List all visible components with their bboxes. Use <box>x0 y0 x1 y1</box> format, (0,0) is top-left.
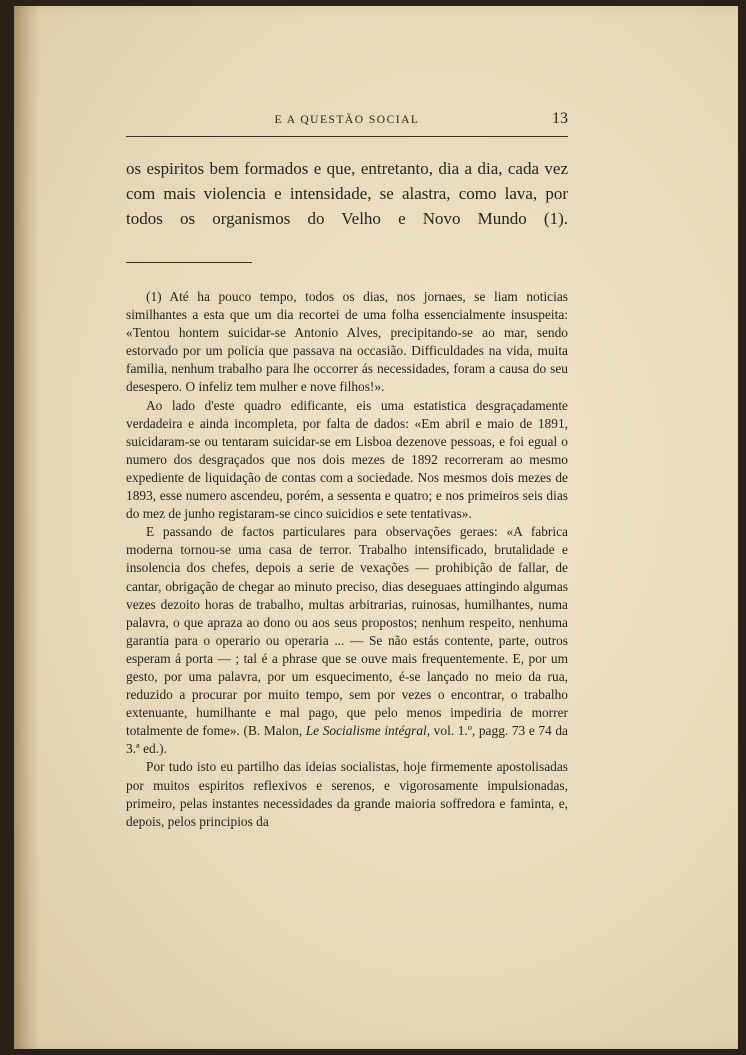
page-number: 13 <box>552 110 568 127</box>
footnote-paragraph-3-citation-tail: vol. 1.º, pagg. 73 e 74 da 3.ª ed.). <box>126 723 568 757</box>
book-title-citation: Le Socialisme intégral, <box>305 723 431 739</box>
body-paragraph: os espiritos bem formados e que, entretanto, dia a dia, cada vez com mais violencia e intensidade, se alastra, como lava, por todos os organismos do Velho e Novo Mundo (1). <box>126 159 568 228</box>
footnote-paragraph-2: Ao lado d'este quadro edificante, eis uma estatistica desgraçadamente verdadeira e ainda incompleta, por falta de dados: «Em abril e maio de 1891, suicidaram-se ou tentaram suicidar-se em Lisboa dezenove pessoas, e foi egual o numero dos desgraçados que nos dois mezes de 1892 recorreram ao mesmo expediente de liquidação de contas com a sociedade. Nos mesmos dois mezes de 1893, esse numero ascendeu, porém, a sessenta e quatro; e nos primeiros seis dias do mez de junho registaram-se cinco suicidios e sete tentativas». <box>126 397 568 522</box>
page-gutter-shadow <box>14 6 40 1049</box>
page-header <box>126 110 568 137</box>
footnote-block <box>126 288 568 831</box>
footnote-paragraph-4: Por tudo isto eu partilho das ideias socialistas, hoje firmemente apostolisadas por muitos espiritos reflexivos e serenos, e vigorosamente impulsionadas, primeiro, pelas instantes necessidades da grande maioria soffredora e faminta, e, depois, pelos principios da <box>126 759 568 829</box>
book-page <box>14 6 738 1049</box>
footnote-paragraph-3-text: E passando de factos particulares para observações geraes: «A fabrica moderna tornou-se uma casa de terror. Trabalho intensificado, brutalidade e insolencia dos chefes, depois a serie de vexações — prohibição de fallar, de cantar, obrigação de chegar ao minuto preciso, dias deseguaes attingindo algumas vezes dezoito horas de trabalho, multas arbitrarias, ruinosas, humilhantes, numa palavra, o que apraza ao dono ou aos seus propostos; nenhum respeito, nenhuma garantia para o operario ou operaria ... — Se não estás contente, parte, outros esperam á porta — ; tal é a phrase que se ouve mais frequentemente. E, por um gesto, por uma palavra, por um esquecimento, é-se lançado no meio da rua, reduzido a procurar por muito tempo, sem por vezes o encontrar, o trabalho extenuante, humilhante e mal pago, que pelo menos impediria de morrer totalmente de fome». (B. Malon, <box>126 524 568 739</box>
running-title: E A QUESTÃO SOCIAL <box>274 114 420 126</box>
footnote-separator <box>126 262 252 263</box>
footnote-paragraph-1: (1) Até ha pouco tempo, todos os dias, nos jornaes, se liam noticias similhantes a esta que um dia recortei de uma folha essencialmente insuspeita: «Tentou hontem suicidar-se Antonio Alves, precipitando-se ao mar, sendo estorvado por um policia que passava na occasião. Difficuldades na vida, muita familia, nenhum trabalho para lhe occorrer ás necessidades, foram a causa do seu desespero. O infeliz tem mulher e nove filhos!». <box>126 289 568 395</box>
footnote-paragraph-3 <box>126 523 568 758</box>
